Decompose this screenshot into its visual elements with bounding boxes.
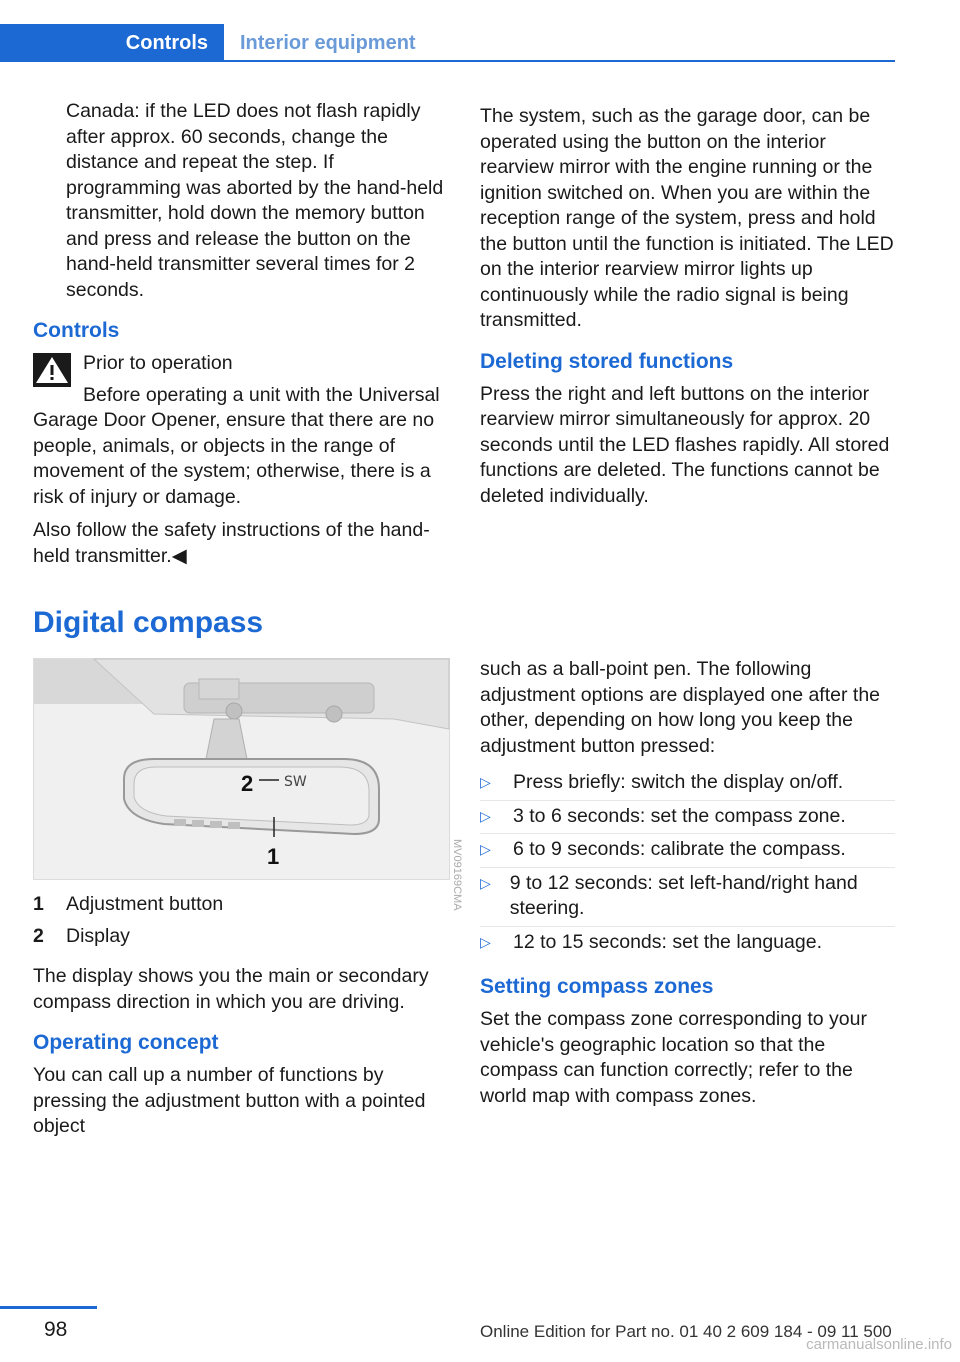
legend-num: 1 — [33, 893, 44, 915]
watermark: carmanualsonline.info — [806, 1336, 952, 1353]
zones-heading: Setting compass zones — [480, 975, 714, 998]
list-item — [480, 801, 895, 835]
deleting-paragraph: Press the right and left buttons on the interior rearview mirror simultaneously for approx. 20 seconds until the LED flashes rapidly. All stored functions are deleted. The functions cannot be deleted individually. — [480, 382, 890, 507]
controls-heading: Controls — [33, 319, 120, 342]
right-column-bottom — [480, 657, 895, 1117]
list-item-text: 3 to 6 seconds: set the compass zone. — [513, 804, 846, 827]
display-paragraph: The display shows you the main or secondary compass direction in which you are driving. — [33, 965, 429, 1013]
compass-display-text: SW — [284, 774, 307, 790]
legend — [33, 888, 448, 952]
callout-1: 1 — [267, 844, 280, 869]
page-number: 98 — [44, 1318, 68, 1341]
callout-2: 2 — [241, 771, 254, 796]
adjustment-list — [480, 767, 895, 959]
left-column-bottom — [33, 888, 448, 1148]
warning-block — [33, 351, 448, 510]
triangle-bullet-icon: ▷ — [480, 807, 491, 824]
triangle-bullet-icon: ▷ — [480, 933, 491, 950]
warning-text-body: Before operating a unit with the Universal Garage Door Opener, ensure that there are no people, animals, or objects in the range of movement of the system; otherwise, there is a risk of injury or damage. — [33, 383, 440, 508]
list-item-text: 6 to 9 seconds: calibrate the compass. — [513, 838, 846, 860]
deleting-heading: Deleting stored functions — [480, 349, 734, 373]
canada-paragraph: Canada: if the LED does not flash rapidly after approx. 60 seconds, change the distance and repeat the step. If programming was aborted by the hand-held transmitter, hold down the memory button and press and release the button on the hand-held transmitter several times for 2 seconds. — [66, 100, 444, 301]
triangle-bullet-icon: ▷ — [480, 841, 491, 857]
tab-controls[interactable]: Controls — [0, 24, 224, 62]
operating-heading: Operating concept — [33, 1031, 219, 1054]
warning-text — [33, 383, 448, 511]
digital-compass-heading: Digital compass — [33, 606, 264, 639]
list-item-text: 9 to 12 seconds: set left-hand/right hand steering. — [509, 871, 858, 919]
legend-row — [33, 920, 448, 952]
legend-label: Display — [66, 925, 130, 947]
warning-title: Prior to operation — [83, 352, 233, 374]
edition-text: Online Edition for Part no. 01 40 2 609 184 - 09 11 500 — [480, 1322, 892, 1341]
zones-paragraph: Set the compass zone corresponding to your vehicle's geographic location so that the compass can function correctly; refer to the world map with compass zones. — [480, 1008, 867, 1107]
legend-num: 2 — [33, 925, 44, 947]
safety-paragraph: Also follow the safety instructions of the hand-held transmitter.◀ — [33, 519, 430, 567]
list-item — [480, 927, 895, 960]
tab-interior-equipment[interactable]: Interior equipment — [240, 31, 416, 54]
footer-divider — [0, 1306, 97, 1309]
left-column-top — [33, 99, 448, 577]
list-item — [480, 834, 895, 868]
triangle-bullet-icon: ▷ — [480, 774, 491, 790]
list-item-text: Press briefly: switch the display on/off. — [513, 771, 844, 793]
right-column-top — [480, 104, 895, 517]
header-divider — [0, 60, 895, 62]
list-item — [480, 868, 895, 927]
triangle-bullet-icon: ▷ — [480, 874, 491, 891]
warning-icon — [33, 353, 71, 387]
figure-code: MV09169CMA — [451, 839, 463, 911]
list-item — [480, 767, 895, 801]
legend-label: Adjustment button — [66, 893, 224, 915]
legend-row — [33, 888, 448, 920]
adjustment-paragraph: such as a ball-point pen. The following adjustment options are displayed one after the other, depending on how long you keep the adjustment button pressed: — [480, 658, 881, 757]
list-item-text: 12 to 15 seconds: set the language. — [513, 930, 822, 953]
system-paragraph: The system, such as the garage door, can be operated using the button on the interior rearview mirror with the engine running or the ignition switched on. When you are within the reception range of the system, press and hold the button until the function is initiated. The LED on the interior rearview mirror lights up continuously while the radio signal is being transmitted. — [480, 105, 894, 331]
operating-paragraph: You can call up a number of functions by pressing the adjustment button with a pointed object — [33, 1064, 426, 1137]
